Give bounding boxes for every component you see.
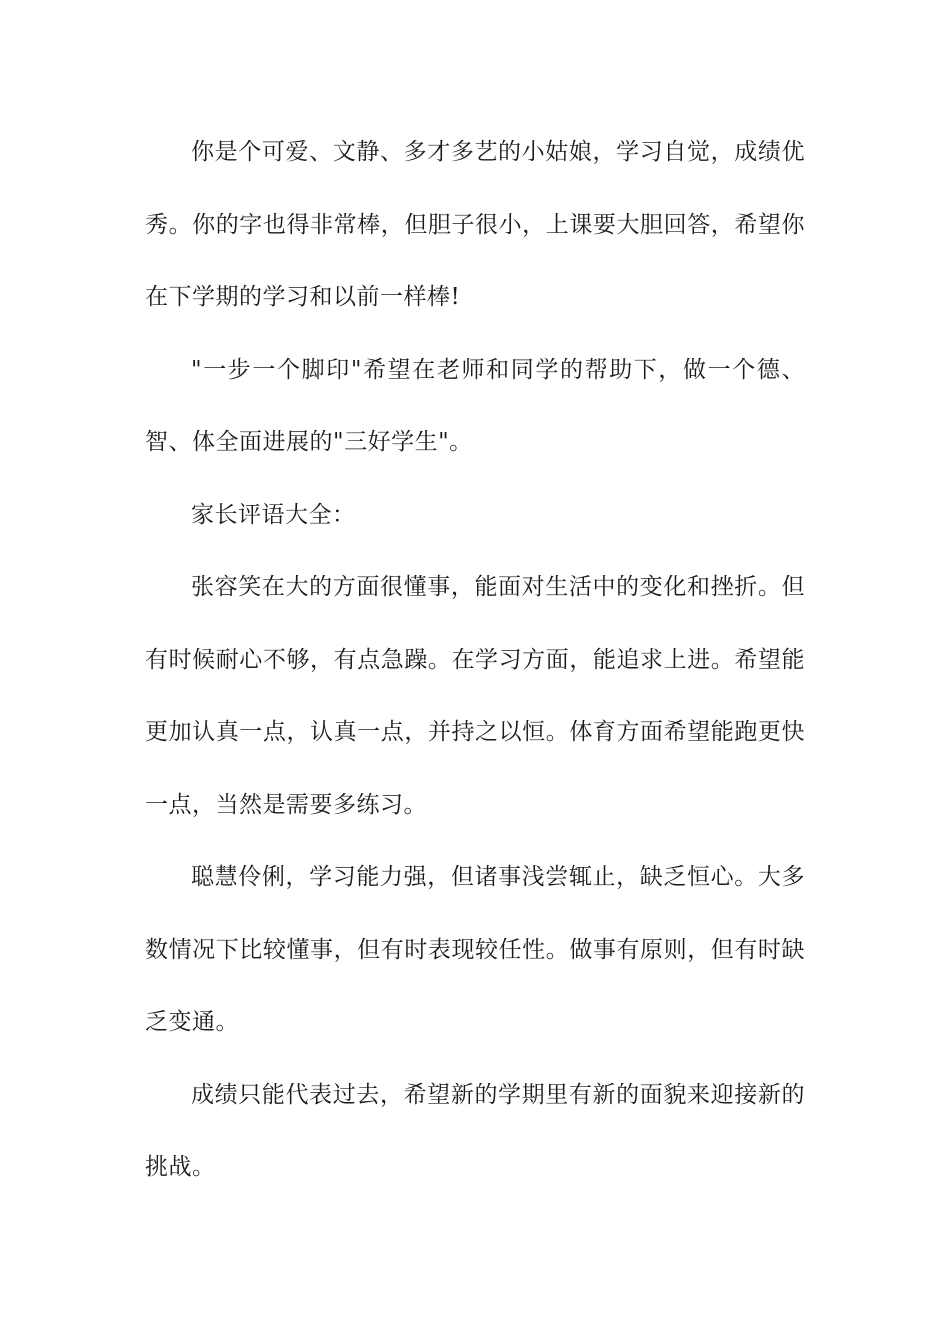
paragraph-zhang-rongxiao: 张容笑在大的方面很懂事，能面对生活中的变化和挫折。但有时候耐心不够，有点急躁。在学习方面，能追求上进。希望能更加认真一点，认真一点，并持之以恒。体育方面希望能跑更快一点，当然是需要多练习。: [145, 574, 805, 818]
document-page: [145, 116, 805, 1204]
paragraph-clever: 聪慧伶俐，学习能力强，但诸事浅尝辄止，缺乏恒心。大多数情况下比较懂事，但有时表现较任性。做事有原则，但有时缺乏变通。: [145, 864, 805, 1035]
paragraph-step-by-step: "一步一个脚印"希望在老师和同学的帮助下，做一个德、智、体全面进展的"三好学生"。: [145, 356, 805, 455]
paragraph-new-semester: 成绩只能代表过去，希望新的学期里有新的面貌来迎接新的挑战。: [145, 1081, 805, 1180]
paragraph-parent-comments-heading: 家长评语大全：: [191, 501, 356, 528]
paragraph-praise-girl: 你是个可爱、文静、多才多艺的小姑娘，学习自觉，成绩优秀。你的字也得非常棒，但胆子很小，上课要大胆回答，希望你在下学期的学习和以前一样棒!: [145, 139, 805, 310]
